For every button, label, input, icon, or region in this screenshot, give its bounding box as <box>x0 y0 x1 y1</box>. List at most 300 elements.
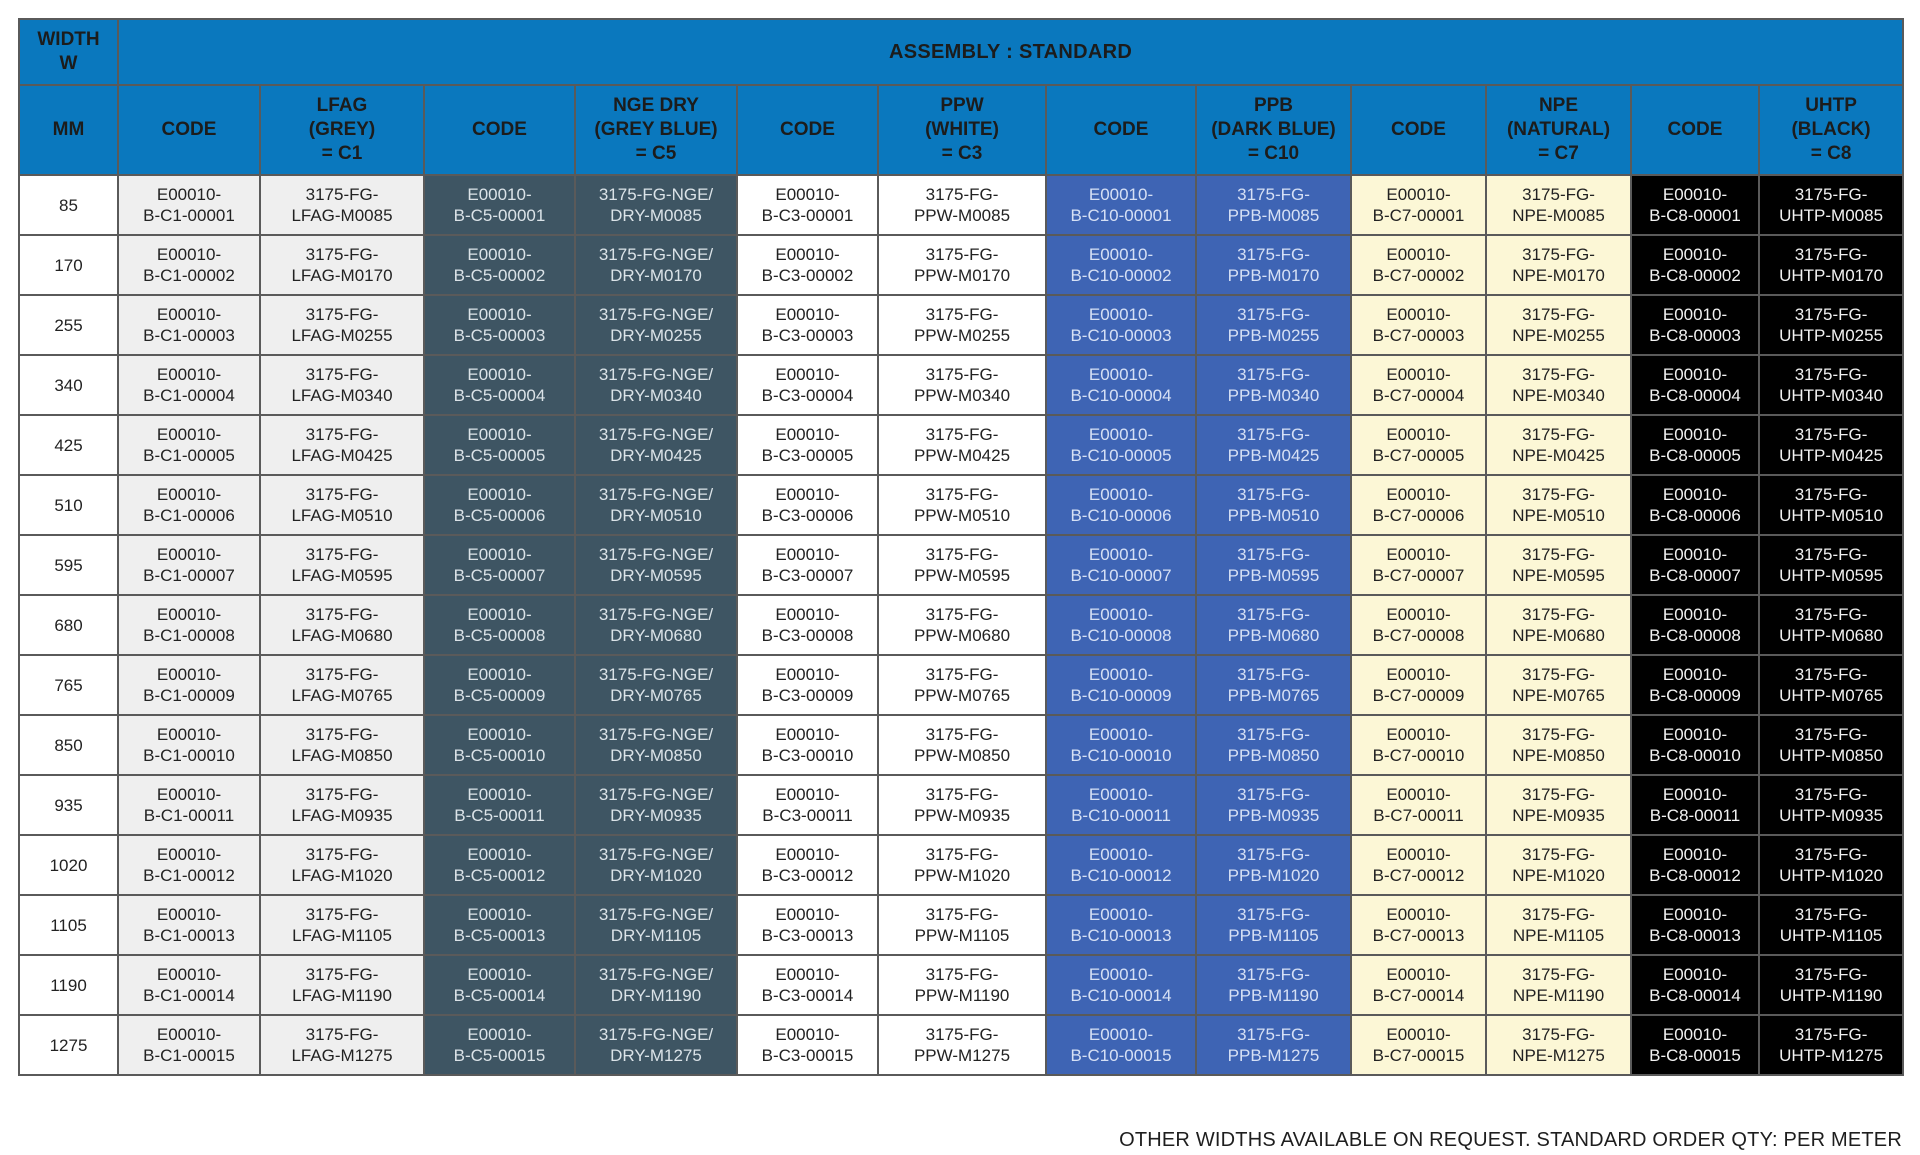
code-c7-line: E00010- <box>1386 905 1451 924</box>
code-c10-cell <box>1046 235 1196 295</box>
code-c1-cell <box>118 955 260 1015</box>
part-c10-cell <box>1196 355 1351 415</box>
code-c7-cell <box>1351 475 1486 535</box>
table-row <box>19 235 1903 295</box>
part-c8-line: 3175-FG- <box>1794 185 1868 204</box>
footnote: OTHER WIDTHS AVAILABLE ON REQUEST. STANDARD ORDER QTY: PER METER <box>1119 1129 1902 1151</box>
width-mm-cell: 85 <box>19 175 118 235</box>
code-c8-cell <box>1631 295 1759 355</box>
part-c7-line: 3175-FG- <box>1522 905 1595 924</box>
code-c10-cell <box>1046 595 1196 655</box>
code-c1-cell <box>118 415 260 475</box>
material-header-c3: PPW (WHITE) = C3 <box>878 85 1046 175</box>
part-c7-line: NPE-M1275 <box>1512 1046 1605 1065</box>
code-c8-line: E00010- <box>1662 485 1728 504</box>
part-c1-line: LFAG-M1275 <box>291 1046 393 1065</box>
code-c7-line: B-C7-00013 <box>1372 926 1465 945</box>
code-c8-line: E00010- <box>1662 905 1728 924</box>
code-c8-line: B-C8-00010 <box>1649 746 1741 765</box>
part-c5-cell <box>575 175 737 235</box>
part-c1-cell <box>260 415 424 475</box>
part-c7-line: 3175-FG- <box>1522 665 1595 684</box>
part-c10-line: 3175-FG- <box>1237 965 1310 984</box>
code-c5-line: B-C5-00006 <box>453 506 546 525</box>
part-c10-line: 3175-FG- <box>1237 905 1310 924</box>
code-c5-line: B-C5-00015 <box>453 1046 546 1065</box>
part-c8-line: UHTP-M0425 <box>1779 446 1884 465</box>
code-c7-line: B-C7-00008 <box>1372 626 1465 645</box>
part-c7-cell <box>1486 835 1631 895</box>
code-c8-line: E00010- <box>1662 605 1728 624</box>
code-header-c10: CODE <box>1046 85 1196 175</box>
code-c8-cell <box>1631 715 1759 775</box>
part-c5-line: 3175-FG-NGE/ <box>598 905 714 924</box>
part-c7-line: NPE-M1190 <box>1512 986 1605 1005</box>
code-c5-cell <box>424 715 575 775</box>
code-c8-line: B-C8-00013 <box>1649 926 1741 945</box>
code-c1-line: B-C1-00003 <box>143 326 235 345</box>
part-c3-line: 3175-FG- <box>925 365 999 384</box>
code-c10-line: B-C10-00009 <box>1070 686 1172 705</box>
code-c5-cell <box>424 175 575 235</box>
part-c10-cell <box>1196 175 1351 235</box>
part-c3-line: PPW-M0085 <box>913 206 1011 225</box>
code-c5-cell <box>424 295 575 355</box>
part-c7-line: 3175-FG- <box>1522 725 1595 744</box>
code-c10-line: B-C10-00006 <box>1070 506 1172 525</box>
part-c8-line: UHTP-M0085 <box>1779 206 1884 225</box>
code-c1-line: E00010- <box>156 785 222 804</box>
code-c5-cell <box>424 535 575 595</box>
code-c5-line: B-C5-00004 <box>453 386 546 405</box>
code-c5-line: B-C5-00001 <box>453 206 546 225</box>
part-c8-line: UHTP-M0510 <box>1779 506 1884 525</box>
code-c5-line: B-C5-00005 <box>453 446 546 465</box>
part-c8-cell <box>1759 355 1903 415</box>
table-row <box>19 955 1903 1015</box>
part-c7-cell <box>1486 775 1631 835</box>
part-c7-line: NPE-M0255 <box>1512 326 1605 345</box>
part-c3-line: PPW-M0850 <box>913 746 1011 765</box>
code-c8-cell <box>1631 175 1759 235</box>
width-mm-cell: 340 <box>19 355 118 415</box>
part-c7-line: 3175-FG- <box>1522 1025 1595 1044</box>
part-c3-cell <box>878 715 1046 775</box>
part-c8-line: UHTP-M0680 <box>1779 626 1884 645</box>
part-c8-line: UHTP-M0255 <box>1779 326 1884 345</box>
code-c10-line: B-C10-00002 <box>1070 266 1172 285</box>
part-c10-cell <box>1196 835 1351 895</box>
code-c1-cell <box>118 235 260 295</box>
part-c1-line: 3175-FG- <box>305 725 379 744</box>
part-c8-line: UHTP-M1020 <box>1779 866 1884 885</box>
code-c10-line: E00010- <box>1088 665 1154 684</box>
part-c10-line: PPB-M0935 <box>1227 806 1320 825</box>
code-c1-line: B-C1-00008 <box>143 626 235 645</box>
part-c3-line: 3175-FG- <box>925 785 999 804</box>
code-c8-line: B-C8-00014 <box>1649 986 1741 1005</box>
code-c8-line: E00010- <box>1662 725 1728 744</box>
part-c5-cell <box>575 655 737 715</box>
code-c8-line: B-C8-00003 <box>1649 326 1741 345</box>
code-c7-line: B-C7-00015 <box>1372 1046 1465 1065</box>
code-c7-line: E00010- <box>1386 665 1451 684</box>
code-c10-cell <box>1046 175 1196 235</box>
table-row <box>19 475 1903 535</box>
code-c10-cell <box>1046 535 1196 595</box>
code-c5-line: E00010- <box>467 605 532 624</box>
part-c5-line: 3175-FG-NGE/ <box>598 305 714 324</box>
code-c10-line: E00010- <box>1088 485 1154 504</box>
code-c5-cell <box>424 355 575 415</box>
part-c1-line: 3175-FG- <box>305 785 379 804</box>
code-c8-cell <box>1631 595 1759 655</box>
part-c7-cell <box>1486 895 1631 955</box>
code-c10-line: B-C10-00010 <box>1070 746 1172 765</box>
part-c5-line: DRY-M0425 <box>610 446 702 465</box>
code-c10-line: B-C10-00011 <box>1071 806 1171 825</box>
code-c1-cell <box>118 355 260 415</box>
code-c7-line: E00010- <box>1386 485 1451 504</box>
mm-header: MM <box>19 85 118 175</box>
code-c8-line: B-C8-00008 <box>1649 626 1741 645</box>
part-c3-line: 3175-FG- <box>925 485 999 504</box>
part-c1-cell <box>260 475 424 535</box>
part-c10-cell <box>1196 955 1351 1015</box>
part-c3-line: PPW-M0255 <box>913 326 1011 345</box>
part-c10-line: 3175-FG- <box>1237 185 1310 204</box>
code-c3-line: B-C3-00010 <box>761 746 854 765</box>
width-mm-cell: 170 <box>19 235 118 295</box>
code-c3-cell <box>737 655 878 715</box>
code-c3-line: E00010- <box>775 1025 840 1044</box>
code-c8-cell <box>1631 775 1759 835</box>
code-c3-line: E00010- <box>775 485 840 504</box>
part-c8-cell <box>1759 955 1903 1015</box>
part-c7-cell <box>1486 1015 1631 1075</box>
part-c7-cell <box>1486 955 1631 1015</box>
part-c1-cell <box>260 655 424 715</box>
part-c1-cell <box>260 535 424 595</box>
part-c1-line: 3175-FG- <box>305 605 379 624</box>
code-c7-line: E00010- <box>1386 545 1451 564</box>
part-c3-line: PPW-M0595 <box>913 566 1011 585</box>
part-c10-line: PPB-M0425 <box>1227 446 1320 465</box>
part-c10-cell <box>1196 295 1351 355</box>
part-c10-cell <box>1196 535 1351 595</box>
part-c5-line: 3175-FG-NGE/ <box>598 485 714 504</box>
part-c5-line: 3175-FG-NGE/ <box>598 725 714 744</box>
part-c3-cell <box>878 775 1046 835</box>
part-c1-line: LFAG-M0765 <box>291 686 393 705</box>
part-c5-line: DRY-M1275 <box>610 1046 702 1065</box>
part-c1-cell <box>260 355 424 415</box>
code-c8-line: E00010- <box>1662 785 1728 804</box>
part-c3-cell <box>878 955 1046 1015</box>
part-c1-cell <box>260 175 424 235</box>
part-c8-line: 3175-FG- <box>1794 725 1868 744</box>
part-c1-line: LFAG-M0510 <box>291 506 393 525</box>
part-c7-line: NPE-M0765 <box>1512 686 1605 705</box>
part-c1-line: 3175-FG- <box>305 305 379 324</box>
code-c3-line: E00010- <box>775 665 840 684</box>
part-c1-line: LFAG-M0680 <box>291 626 393 645</box>
part-c7-line: 3175-FG- <box>1522 785 1595 804</box>
code-c10-line: E00010- <box>1088 1025 1154 1044</box>
code-c5-line: B-C5-00009 <box>453 686 546 705</box>
code-c5-cell <box>424 415 575 475</box>
part-c10-line: 3175-FG- <box>1237 845 1310 864</box>
part-c1-line: LFAG-M1190 <box>292 986 392 1005</box>
code-c3-cell <box>737 715 878 775</box>
material-header-c10: PPB (DARK BLUE) = C10 <box>1196 85 1351 175</box>
part-c10-line: 3175-FG- <box>1237 725 1310 744</box>
part-c5-line: 3175-FG-NGE/ <box>598 425 714 444</box>
code-c8-line: E00010- <box>1662 425 1728 444</box>
code-c10-line: E00010- <box>1088 365 1154 384</box>
code-c5-line: E00010- <box>467 905 532 924</box>
code-c8-line: E00010- <box>1662 1025 1728 1044</box>
code-c1-line: E00010- <box>156 545 222 564</box>
code-c5-cell <box>424 595 575 655</box>
code-c3-cell <box>737 595 878 655</box>
code-c8-line: B-C8-00004 <box>1649 386 1741 405</box>
code-c5-cell <box>424 835 575 895</box>
code-c10-line: E00010- <box>1088 905 1154 924</box>
part-c8-line: 3175-FG- <box>1794 365 1868 384</box>
code-c5-line: B-C5-00007 <box>453 566 546 585</box>
code-c1-line: B-C1-00013 <box>143 926 235 945</box>
code-c7-cell <box>1351 295 1486 355</box>
part-c3-cell <box>878 475 1046 535</box>
width-mm-cell: 680 <box>19 595 118 655</box>
code-c3-line: E00010- <box>775 245 840 264</box>
code-c3-line: E00010- <box>775 365 840 384</box>
part-c1-line: 3175-FG- <box>305 905 379 924</box>
part-c5-line: DRY-M0255 <box>610 326 702 345</box>
part-c3-line: 3175-FG- <box>925 1025 999 1044</box>
part-c7-line: NPE-M1105 <box>1512 926 1605 945</box>
code-c1-line: B-C1-00005 <box>143 446 235 465</box>
code-c7-line: B-C7-00005 <box>1372 446 1465 465</box>
code-c3-cell <box>737 835 878 895</box>
code-c7-line: E00010- <box>1386 845 1451 864</box>
part-c10-line: PPB-M1020 <box>1227 866 1320 885</box>
part-c8-cell <box>1759 1015 1903 1075</box>
part-c10-cell <box>1196 775 1351 835</box>
width-mm-cell: 425 <box>19 415 118 475</box>
material-header-c8: UHTP (BLACK) = C8 <box>1759 85 1903 175</box>
code-c5-cell <box>424 475 575 535</box>
part-c5-line: 3175-FG-NGE/ <box>598 545 714 564</box>
table-row <box>19 655 1903 715</box>
code-c8-cell <box>1631 235 1759 295</box>
code-c8-line: B-C8-00015 <box>1649 1046 1741 1065</box>
part-c7-line: 3175-FG- <box>1522 965 1595 984</box>
part-c8-line: UHTP-M1105 <box>1779 926 1883 945</box>
part-c5-cell <box>575 415 737 475</box>
code-c5-line: B-C5-00003 <box>453 326 546 345</box>
code-c5-line: E00010- <box>467 1025 532 1044</box>
part-c3-line: 3175-FG- <box>925 545 999 564</box>
code-c1-line: B-C1-00001 <box>143 206 235 225</box>
part-c5-line: 3175-FG-NGE/ <box>598 1025 714 1044</box>
code-c7-line: E00010- <box>1386 425 1451 444</box>
part-c8-line: UHTP-M0340 <box>1779 386 1884 405</box>
code-c8-line: B-C8-00005 <box>1649 446 1741 465</box>
code-c10-line: B-C10-00013 <box>1070 926 1172 945</box>
part-c5-cell <box>575 295 737 355</box>
code-c5-line: E00010- <box>467 185 532 204</box>
code-c8-line: B-C8-00011 <box>1649 806 1741 825</box>
part-c8-line: UHTP-M1275 <box>1779 1046 1884 1065</box>
part-c7-cell <box>1486 475 1631 535</box>
part-c5-cell <box>575 355 737 415</box>
part-c3-line: 3175-FG- <box>925 905 999 924</box>
part-c7-line: NPE-M0340 <box>1512 386 1605 405</box>
part-c8-line: 3175-FG- <box>1794 845 1868 864</box>
code-c5-line: E00010- <box>467 425 532 444</box>
part-c3-cell <box>878 895 1046 955</box>
part-c7-cell <box>1486 595 1631 655</box>
code-c1-line: B-C1-00015 <box>143 1046 235 1065</box>
code-c3-line: E00010- <box>775 725 840 744</box>
part-c7-line: 3175-FG- <box>1522 605 1595 624</box>
code-c8-line: B-C8-00006 <box>1649 506 1741 525</box>
code-c3-line: B-C3-00006 <box>761 506 854 525</box>
code-c7-line: B-C7-00003 <box>1372 326 1465 345</box>
code-c3-line: E00010- <box>775 185 840 204</box>
part-c10-line: PPB-M0340 <box>1227 386 1320 405</box>
table-row <box>19 1015 1903 1075</box>
code-c10-line: B-C10-00014 <box>1070 986 1172 1005</box>
code-c1-line: B-C1-00012 <box>143 866 235 885</box>
part-c7-cell <box>1486 415 1631 475</box>
part-c10-cell <box>1196 1015 1351 1075</box>
code-c10-cell <box>1046 715 1196 775</box>
code-c7-line: E00010- <box>1386 785 1451 804</box>
code-c8-cell <box>1631 1015 1759 1075</box>
code-c7-line: E00010- <box>1386 725 1451 744</box>
table-body <box>19 175 1903 1075</box>
part-c10-line: 3175-FG- <box>1237 245 1310 264</box>
part-c1-line: 3175-FG- <box>305 665 379 684</box>
part-c3-cell <box>878 535 1046 595</box>
code-header-c3: CODE <box>737 85 878 175</box>
code-c5-line: E00010- <box>467 305 532 324</box>
part-c5-line: DRY-M0765 <box>610 686 702 705</box>
part-c7-line: NPE-M0085 <box>1512 206 1605 225</box>
part-c5-line: DRY-M0340 <box>610 386 702 405</box>
code-c8-line: B-C8-00007 <box>1649 566 1741 585</box>
code-c1-line: E00010- <box>156 905 222 924</box>
code-c5-line: E00010- <box>467 785 532 804</box>
part-c10-cell <box>1196 895 1351 955</box>
part-c7-line: NPE-M0935 <box>1512 806 1605 825</box>
part-c5-cell <box>575 835 737 895</box>
code-c10-cell <box>1046 295 1196 355</box>
part-c8-cell <box>1759 775 1903 835</box>
part-c7-cell <box>1486 535 1631 595</box>
width-mm-cell: 1105 <box>19 895 118 955</box>
code-c10-line: E00010- <box>1088 725 1154 744</box>
part-c1-line: LFAG-M1020 <box>291 866 393 885</box>
code-c7-line: B-C7-00009 <box>1372 686 1465 705</box>
part-c8-line: 3175-FG- <box>1794 485 1868 504</box>
header-row-top <box>19 19 1903 85</box>
part-c7-cell <box>1486 715 1631 775</box>
code-c5-line: B-C5-00010 <box>453 746 546 765</box>
part-c8-line: 3175-FG- <box>1794 605 1868 624</box>
code-c7-line: B-C7-00011 <box>1373 806 1464 825</box>
code-c10-cell <box>1046 775 1196 835</box>
part-c5-line: DRY-M0850 <box>610 746 702 765</box>
part-c10-cell <box>1196 595 1351 655</box>
part-c10-line: PPB-M0510 <box>1227 506 1320 525</box>
part-c7-line: NPE-M0425 <box>1512 446 1605 465</box>
part-c7-line: 3175-FG- <box>1522 305 1595 324</box>
code-c8-line: B-C8-00009 <box>1649 686 1741 705</box>
width-mm-cell: 510 <box>19 475 118 535</box>
part-c5-cell <box>575 895 737 955</box>
code-c5-cell <box>424 655 575 715</box>
code-c8-line: B-C8-00001 <box>1649 206 1741 225</box>
code-c7-line: B-C7-00012 <box>1372 866 1465 885</box>
part-c1-line: LFAG-M0595 <box>291 566 393 585</box>
code-c1-cell <box>118 1015 260 1075</box>
part-c5-cell <box>575 595 737 655</box>
code-c1-cell <box>118 175 260 235</box>
part-c8-cell <box>1759 595 1903 655</box>
code-header-c7: CODE <box>1351 85 1486 175</box>
part-c3-line: PPW-M0170 <box>913 266 1011 285</box>
code-c1-cell <box>118 655 260 715</box>
part-c10-line: PPB-M0255 <box>1227 326 1320 345</box>
code-c10-line: E00010- <box>1088 545 1154 564</box>
part-c10-line: PPB-M1105 <box>1228 926 1319 945</box>
code-c10-line: B-C10-00015 <box>1070 1046 1172 1065</box>
code-c1-cell <box>118 535 260 595</box>
code-c5-line: E00010- <box>467 485 532 504</box>
part-c8-line: UHTP-M0170 <box>1779 266 1884 285</box>
part-c1-line: 3175-FG- <box>305 185 379 204</box>
part-c5-line: 3175-FG-NGE/ <box>598 605 714 624</box>
part-c7-cell <box>1486 355 1631 415</box>
part-c7-line: 3175-FG- <box>1522 245 1595 264</box>
part-c3-line: PPW-M1020 <box>913 866 1011 885</box>
part-c3-line: 3175-FG- <box>925 665 999 684</box>
code-c10-cell <box>1046 1015 1196 1075</box>
code-c1-line: E00010- <box>156 965 222 984</box>
part-c1-cell <box>260 715 424 775</box>
code-c3-line: E00010- <box>775 845 840 864</box>
code-c10-line: B-C10-00004 <box>1070 386 1172 405</box>
part-c1-line: 3175-FG- <box>305 545 379 564</box>
code-c3-line: B-C3-00013 <box>761 926 854 945</box>
table-row <box>19 535 1903 595</box>
part-c5-line: DRY-M1190 <box>610 986 702 1005</box>
code-c7-cell <box>1351 835 1486 895</box>
part-c1-line: LFAG-M0425 <box>291 446 393 465</box>
code-c1-line: B-C1-00002 <box>143 266 235 285</box>
part-c5-line: 3175-FG-NGE/ <box>598 965 714 984</box>
code-c7-line: E00010- <box>1386 965 1451 984</box>
code-c3-cell <box>737 295 878 355</box>
code-c3-line: B-C3-00014 <box>761 986 854 1005</box>
part-c8-line: UHTP-M1190 <box>1779 986 1883 1005</box>
table-row <box>19 595 1903 655</box>
code-c1-cell <box>118 595 260 655</box>
